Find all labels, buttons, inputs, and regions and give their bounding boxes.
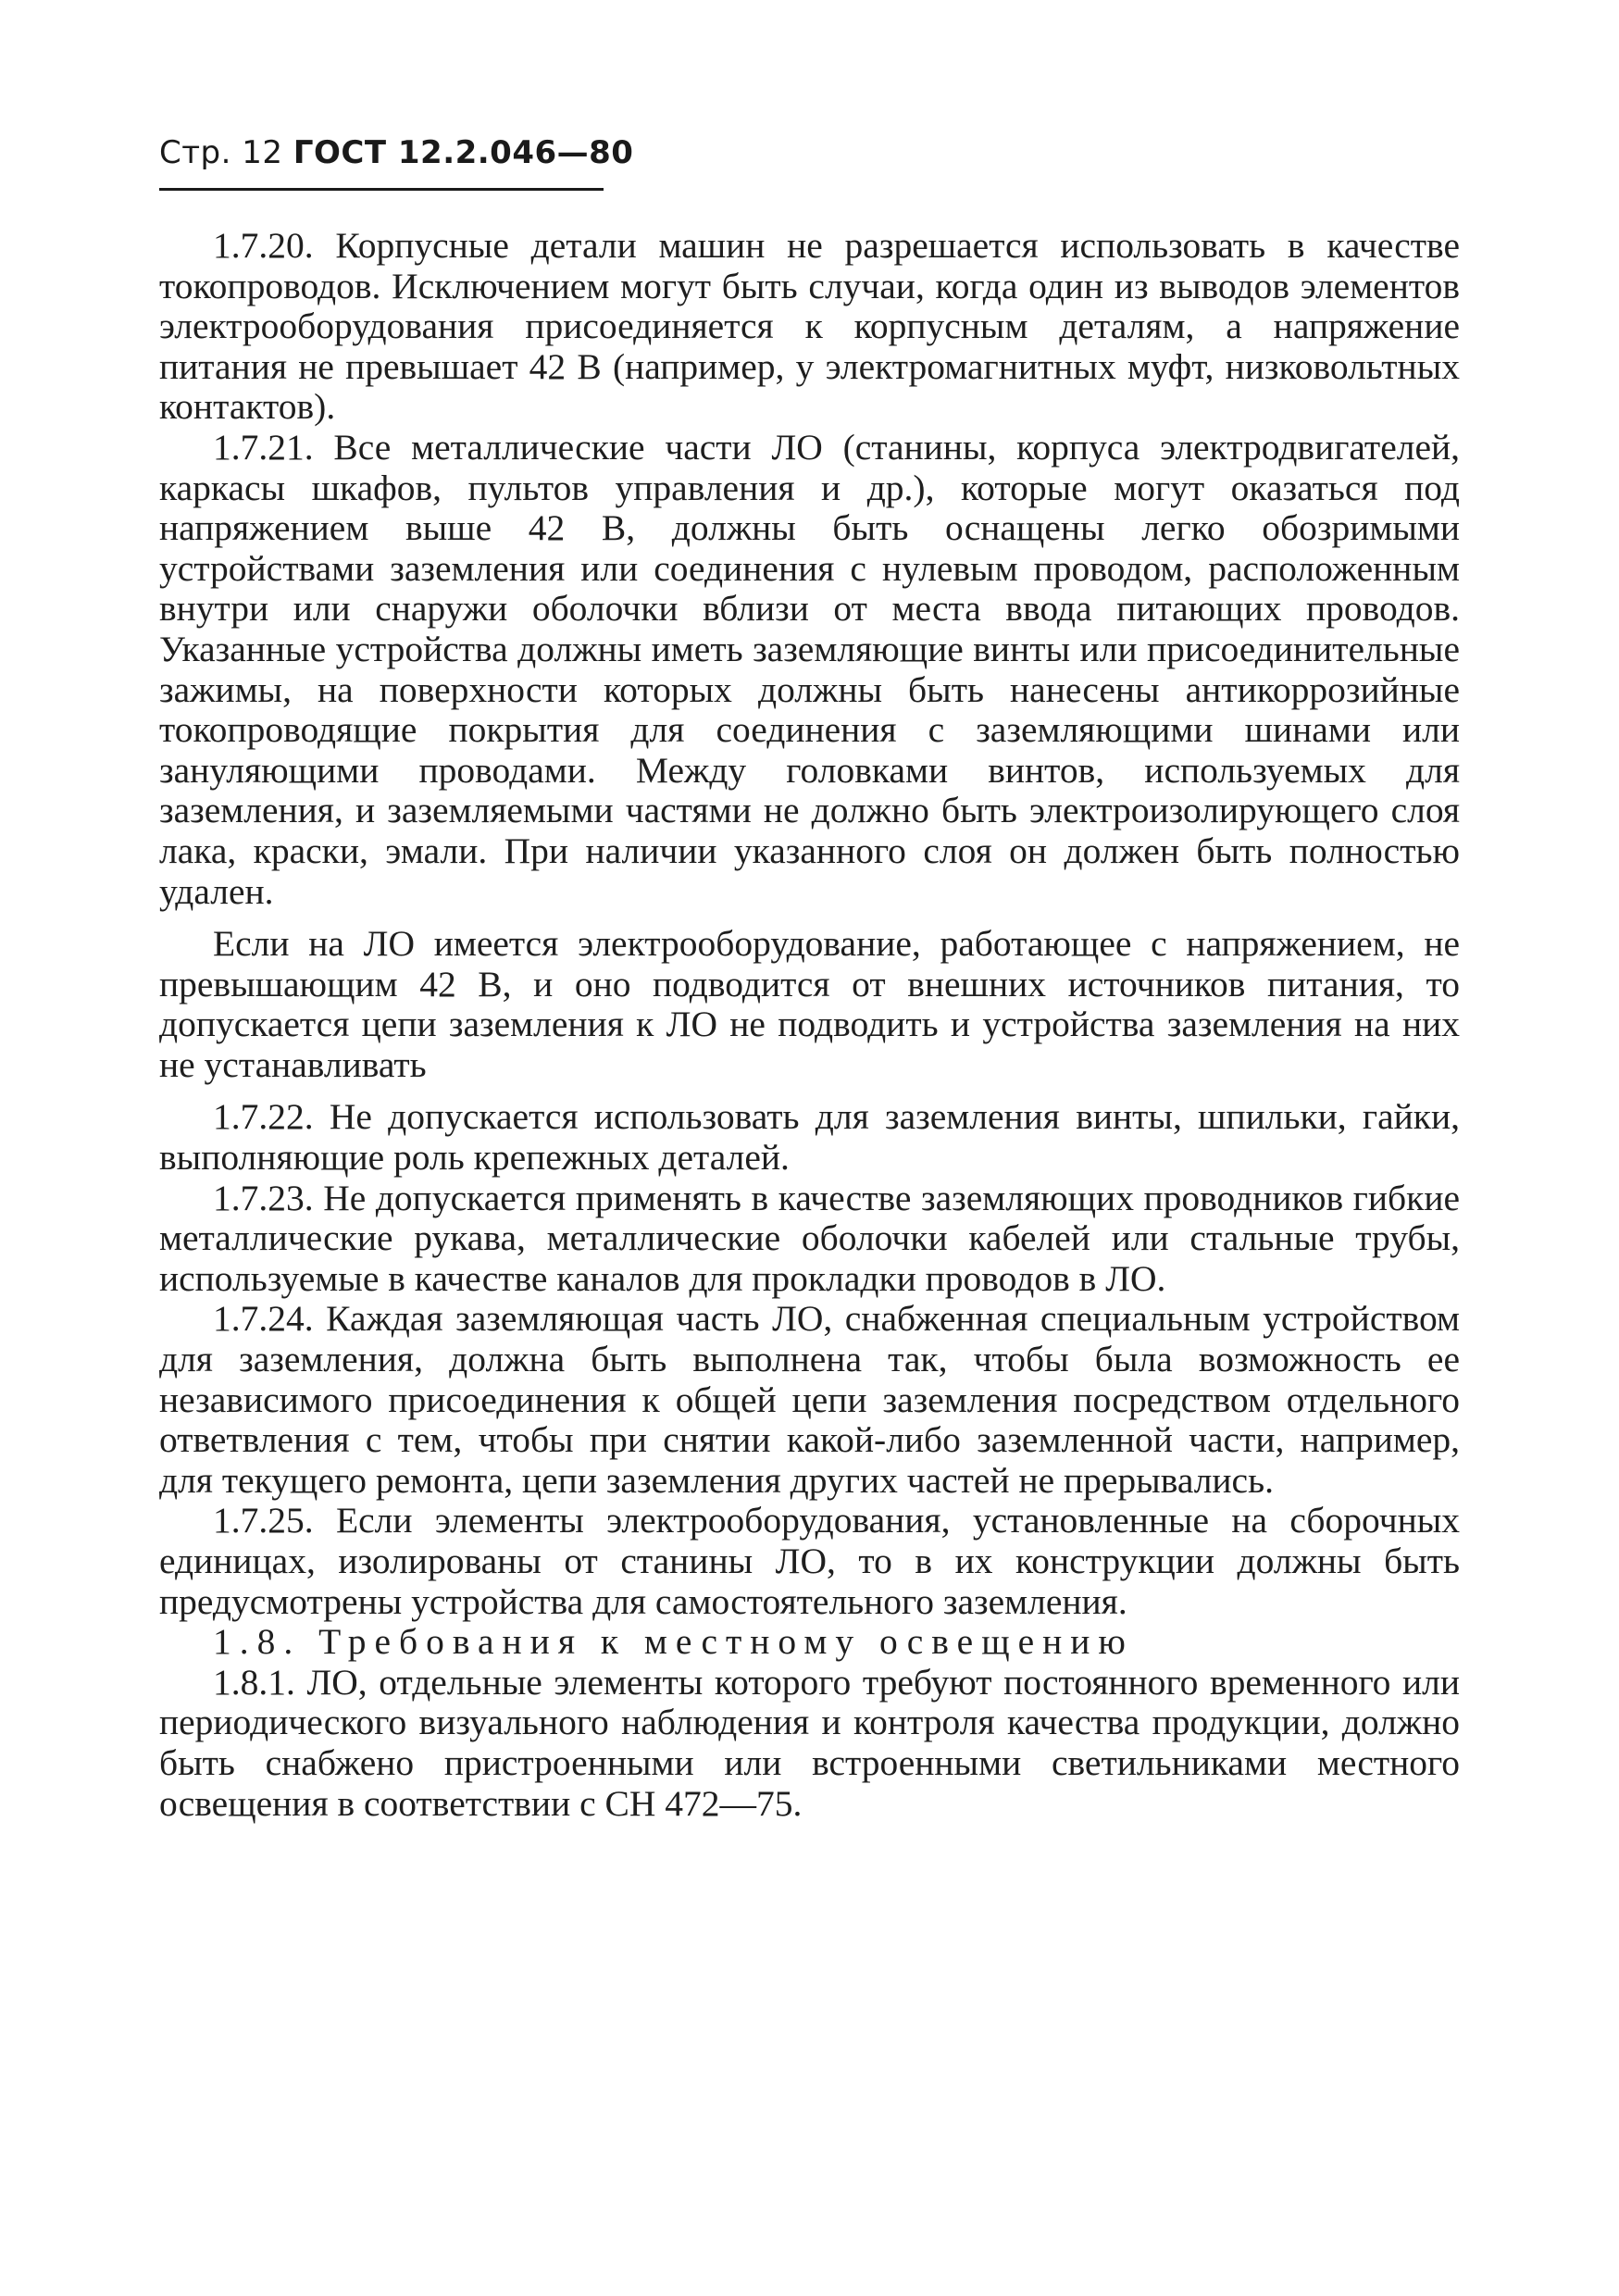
page-number: Стр. 12 [159, 134, 283, 171]
paragraph-1-7-21: 1.7.21. Все металлические части ЛО (станины, корпуса электродвигателей, каркасы шкафов, пультов управления и др.), которые могут оказаться под напряжением выше 42 В, должны быть оснащены легко обозримыми устройствами заземления или соединения с нулевым проводом, расположенным внутри или снаружи оболочки вблизи от места ввода питающих проводов. Указанные устройства должны иметь заземляющие винты или присоединительные зажимы, на поверхности которых должны быть нанесены антикоррозийные токопроводящие покрытия для соединения с заземляющими шинами или зануляющими проводами. Между головками винтов, используемых для заземления, и заземляемыми частями не должно быть электроизолирующего слоя лака, краски, эмали. При наличии указанного слоя он должен быть полностью удален. [159, 426, 1460, 912]
document-body [159, 226, 1460, 1824]
paragraph-1-7-22: 1.7.22. Не допускается использовать для заземления винты, шпильки, гайки, выполняющие роль крепежных деталей. [159, 1096, 1460, 1179]
paragraph-1-8-1: 1.8.1. ЛО, отдельные элементы которого требуют постоянного временного или периодического визуального наблюдения и контроля качества продукции, должно быть снабжено пристроенными или встроенными светильниками местного освещения в соответствии с СН 472—75. [159, 1661, 1460, 1824]
section-heading-1-8: 1.8. Требования к местному освещению [213, 1621, 1134, 1663]
header-rule [159, 188, 604, 191]
paragraph-1-7-21-continued: Если на ЛО имеется электрооборудование, работающее с напряжением, не превышающим 42 В, и оно подводится от внешних источников питания, то допускается цепи заземления к ЛО не подводить и устройства заземления на них не устанавливать [159, 923, 1460, 1085]
paragraph-1-7-23: 1.7.23. Не допускается применять в качестве заземляющих проводников гибкие металлические рукава, металлические оболочки кабелей или стальные трубы, используемые в качестве каналов для прокладки проводов в ЛО. [159, 1177, 1460, 1299]
standard-designation: ГОСТ 12.2.046—80 [293, 134, 634, 171]
running-head [159, 134, 633, 171]
paragraph-1-7-24: 1.7.24. Каждая заземляющая часть ЛО, снабженная специальным устройством для заземления, должна быть выполнена так, чтобы была возможность ее независимого присоединения к общей цепи заземления посредством отдельного ответвления с тем, чтобы при снятии какой-либо заземленной части, например, для текущего ремонта, цепи заземления других частей не прерывались. [159, 1298, 1460, 1501]
paragraph-1-7-25: 1.7.25. Если элементы электрооборудования, установленные на сборочных единицах, изолированы от станины ЛО, то в их конструкции должны быть предусмотрены устройства для самостоятельного заземления. [159, 1500, 1460, 1622]
paragraph-1-7-20: 1.7.20. Корпусные детали машин не разрешается использовать в качестве токопроводов. Исключением могут быть случаи, когда один из выводов элементов электрооборудования присоединяется к корпусным деталям, а напряжение питания не превышает 42 В (например, у электромагнитных муфт, низковольтных контактов). [159, 225, 1460, 428]
